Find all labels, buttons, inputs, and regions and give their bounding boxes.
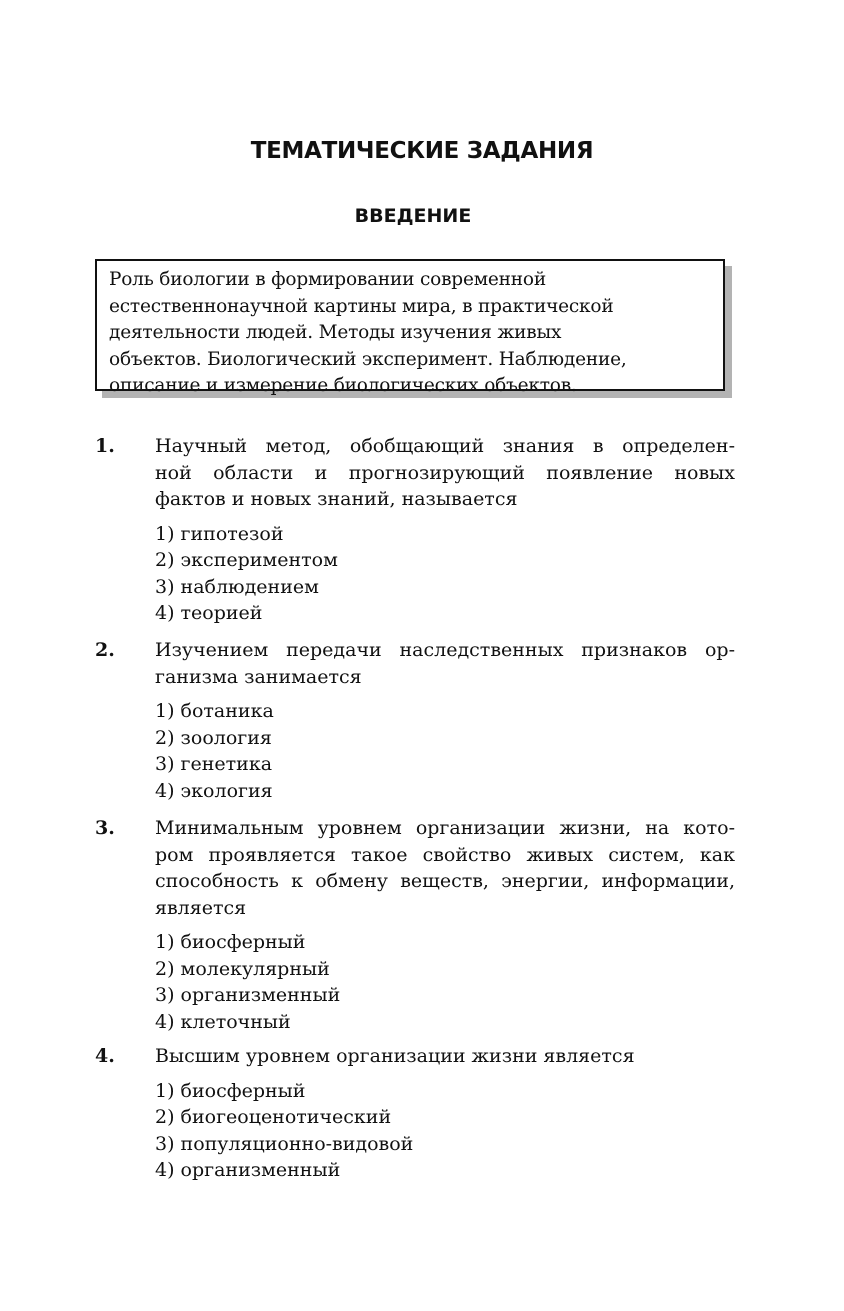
topic-line: Роль биологии в формировании современной	[109, 269, 546, 290]
question-line: Высшим уровнем организации жизни является	[155, 1045, 635, 1067]
question-line: Изучением передачи наследственных признаков ор-	[155, 639, 735, 661]
question-line: ной области и прогнозирующий появление новых	[155, 461, 735, 484]
answer-options	[155, 698, 735, 804]
question-line: фактов и новых знаний, называется	[155, 488, 518, 510]
answer-option: 2) зоология	[155, 726, 272, 749]
question-line: способность к обмену веществ, энергии, информации,	[155, 870, 735, 892]
topic-line: описание и измерение биологических объектов.	[109, 375, 577, 396]
question-number: 1.	[95, 435, 115, 457]
answer-option: 4) теорией	[155, 602, 263, 624]
answer-option: 1) биосферный	[155, 931, 306, 953]
answer-options	[155, 1078, 735, 1184]
question-line: ром проявляется такое свойство живых систем, как	[155, 843, 735, 866]
answer-option: 3) наблюдением	[155, 575, 319, 598]
question-1	[95, 433, 735, 627]
answer-option: 4) организменный	[155, 1159, 341, 1181]
answer-option: 3) организменный	[155, 984, 341, 1006]
answer-option: 2) экспериментом	[155, 549, 338, 571]
question-line: ганизма занимается	[155, 665, 362, 688]
topic-line: деятельности людей. Методы изучения живых	[109, 322, 562, 343]
answer-option: 3) популяционно-видовой	[155, 1132, 414, 1155]
question-line: Минимальным уровнем организации жизни, на кото-	[155, 817, 735, 839]
question-text	[155, 1043, 735, 1070]
answer-option: 1) ботаника	[155, 700, 274, 722]
section-title: ВВЕДЕНИЕ	[354, 205, 472, 227]
question-text	[155, 637, 735, 690]
question-number: 2.	[95, 639, 115, 661]
answer-option: 1) гипотезой	[155, 522, 284, 545]
answer-options	[155, 521, 735, 627]
question-text	[155, 433, 735, 513]
question-line: Научный метод, обобщающий знания в определен-	[155, 435, 735, 457]
topic-line: естественнонаучной картины мира, в практической	[109, 295, 614, 317]
topic-line: объектов. Биологический эксперимент. Наблюдение,	[109, 348, 627, 370]
question-2	[95, 637, 735, 804]
question-number: 3.	[95, 817, 115, 839]
answer-option: 4) клеточный	[155, 1010, 291, 1033]
answer-option: 4) экология	[155, 779, 273, 802]
topic-box	[95, 259, 725, 396]
question-3	[95, 815, 735, 1035]
answer-option: 3) генетика	[155, 753, 273, 775]
question-4	[95, 1043, 735, 1184]
answer-option: 2) молекулярный	[155, 957, 330, 980]
question-number: 4.	[95, 1045, 115, 1067]
question-line: является	[155, 896, 247, 919]
answer-option: 2) биогеоценотический	[155, 1106, 392, 1128]
question-text	[155, 815, 735, 921]
answer-option: 1) биосферный	[155, 1079, 306, 1102]
page-title: ТЕМАТИЧЕСКИЕ ЗАДАНИЯ	[250, 138, 594, 164]
answer-options	[155, 929, 735, 1035]
